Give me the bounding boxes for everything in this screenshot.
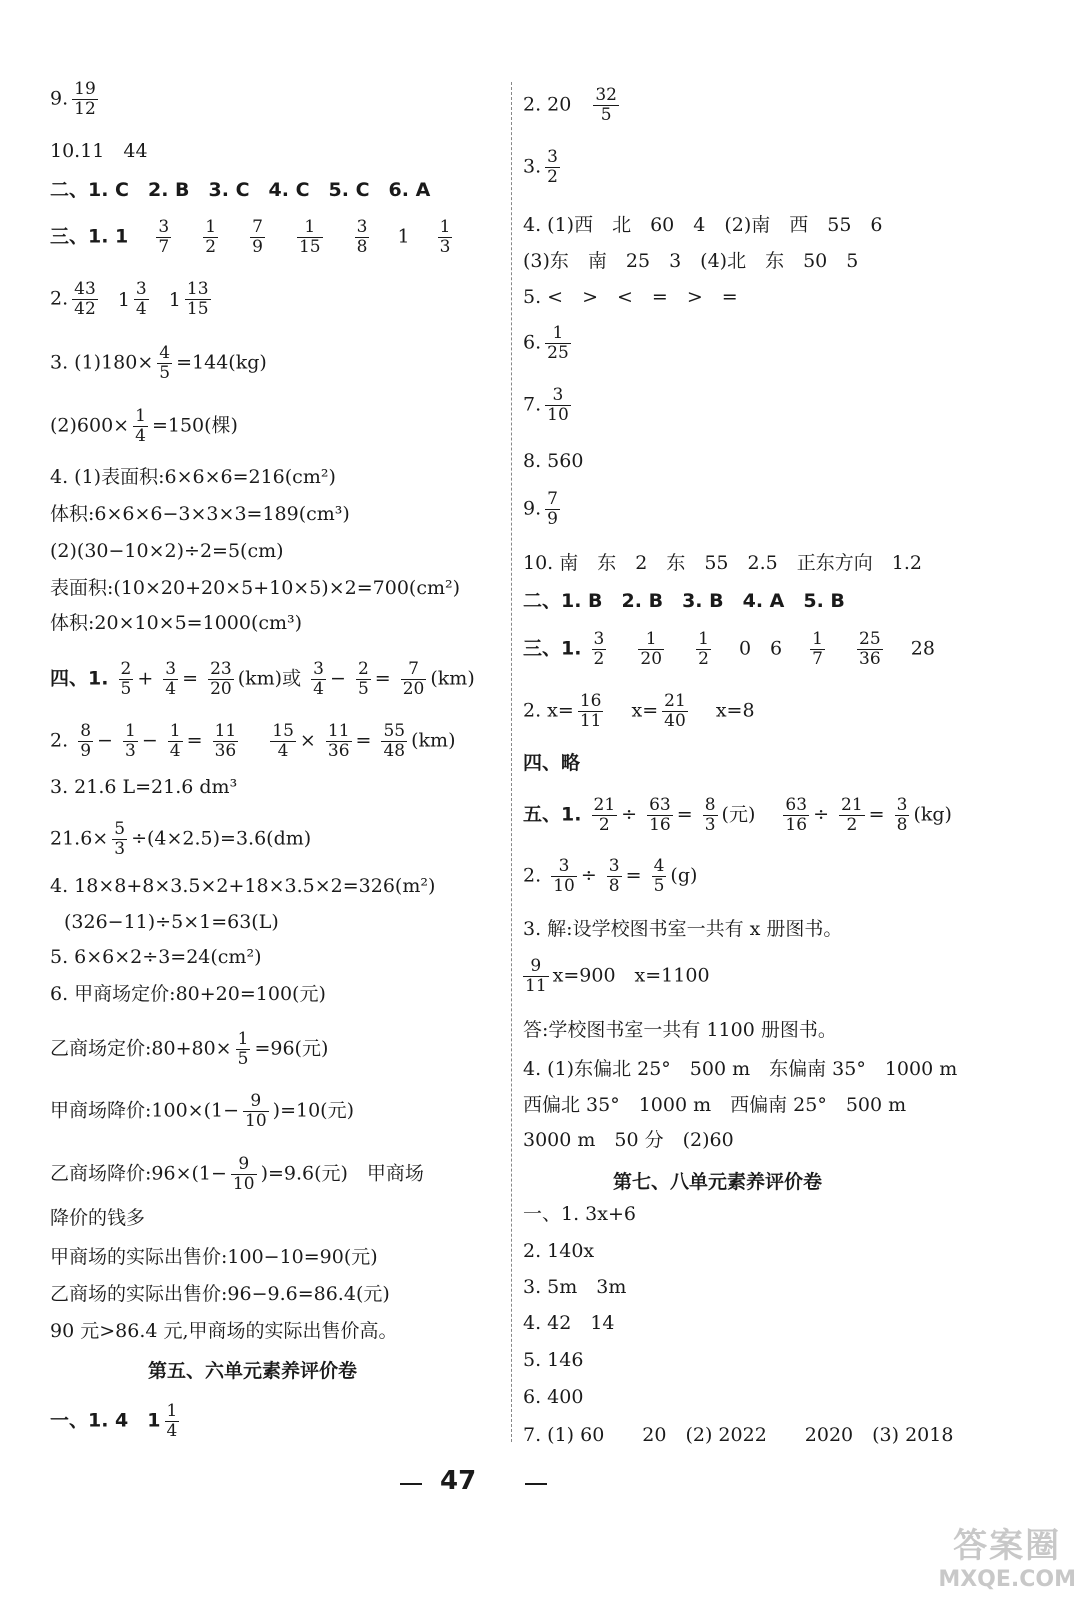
answer-line: 3. 21.6 L=21.6 dm³ bbox=[50, 776, 238, 798]
answer-line: 表面积:(10×20+20×5+10×5)×2=700(cm²) bbox=[50, 577, 461, 599]
answer-line: $\frac{9}{11}$ x=900 x=1100 bbox=[525, 956, 710, 996]
answer-line: (3)东 南 25 3 (4)北 东 50 5 bbox=[523, 250, 859, 272]
answer-line: (2)(30−10×2)÷2=5(cm) bbox=[50, 540, 284, 562]
answer-line: 2. $\frac{8}{9}$ − $\frac{1}{3}$ − $\frac{1}{4}$ = $\frac{11}{36}$ $\frac{15}{4}$ × $\frac{11}{36}$ = $\frac{55}{48}$ (km) bbox=[50, 721, 456, 761]
item-number: 9. bbox=[50, 87, 69, 110]
answer-line: 6. 400 bbox=[523, 1386, 584, 1408]
page-number: 47 bbox=[440, 1466, 477, 1496]
answer-line: 3. 5m 3m bbox=[523, 1276, 627, 1298]
answer-line: 3. 解:设学校图书室一共有 x 册图书。 bbox=[523, 918, 843, 940]
section-two-answers: 二、1. C 2. B 3. C 4. C 5. C 6. A bbox=[50, 179, 431, 201]
answer-line: 5. < > < = > = bbox=[523, 286, 738, 308]
answer-line: 西偏北 35° 1000 m 西偏南 25° 500 m bbox=[523, 1094, 907, 1116]
answer-line: 一、1. 4 1 $\frac{1}{4}$ bbox=[50, 1401, 178, 1441]
answer-line: 一、1. 3x+6 bbox=[523, 1203, 636, 1225]
answer-line: 4. (1)西 北 60 4 (2)南 西 55 6 bbox=[523, 214, 883, 236]
answer-line: 2. 140x bbox=[523, 1240, 595, 1262]
section-heading: 第五、六单元素养评价卷 bbox=[148, 1360, 358, 1382]
answer-line: 10.11 44 bbox=[50, 140, 148, 162]
answer-line: 体积:20×10×5=1000(cm³) bbox=[50, 612, 303, 634]
answer-line: (2)600× $\frac{1}{4}$ =150(棵) bbox=[50, 406, 238, 446]
answer-line: 2. 20 $\frac{32}{5}$ bbox=[523, 85, 617, 125]
answer-line: 10. 南 东 2 东 55 2.5 正东方向 1.2 bbox=[523, 552, 922, 574]
section-heading: 第七、八单元素养评价卷 bbox=[613, 1171, 823, 1193]
answer-line: 4. 18×8+8×3.5×2+18×3.5×2=326(m²) bbox=[50, 875, 436, 897]
section-two-answers: 二、1. B 2. B 3. B 4. A 5. B bbox=[523, 590, 845, 612]
answer-line: 8. 560 bbox=[523, 450, 584, 472]
answer-line: 4. (1)表面积:6×6×6=216(cm²) bbox=[50, 466, 336, 488]
answer-line: 3. (1)180× $\frac{4}{5}$ =144(kg) bbox=[50, 343, 267, 383]
answer-line: 四、1. $\frac{2}{5}$ + $\frac{3}{4}$ = $\frac{23}{20}$ (km)或 $\frac{3}{4}$ − $\frac{2}{5}$ = $\frac{7}{20}$ (km) bbox=[50, 659, 475, 699]
answer-line: 2. $\frac{3}{10}$ ÷ $\frac{3}{8}$ = $\frac{4}{5}$ (g) bbox=[523, 856, 698, 896]
answer-line: 乙商场定价:80+80× $\frac{1}{5}$ =96(元) bbox=[50, 1029, 329, 1069]
answer-line: 答:学校图书室一共有 1100 册图书。 bbox=[523, 1019, 837, 1041]
answer-line bbox=[50, 80, 102, 119]
answer-line: 体积:6×6×6−3×3×3=189(cm³) bbox=[50, 503, 350, 525]
answer-line: 6. 甲商场定价:80+20=100(元) bbox=[50, 983, 326, 1005]
answer-line: 2. $\frac{43}{42}$ 1 $\frac{3}{4}$ 1 $\frac{13}{15}$ bbox=[50, 279, 209, 319]
answer-line: (326−11)÷5×1=63(L) bbox=[64, 911, 279, 933]
answer-line: 甲商场的实际出售价:100−10=90(元) bbox=[50, 1246, 378, 1268]
answer-line: 三、1. $\frac{3}{2}$ $\frac{1}{20}$ $\frac{1}{2}$ 0 6 $\frac{1}{7}$ $\frac{25}{36}$ 28 bbox=[523, 629, 935, 669]
answer-line: 7. (1) 60 20 (2) 2022 2020 (3) 2018 bbox=[523, 1424, 954, 1446]
page-number-dash-left bbox=[400, 1483, 422, 1485]
answer-line: 乙商场的实际出售价:96−9.6=86.4(元) bbox=[50, 1283, 390, 1305]
section-four-answer: 四、略 bbox=[523, 752, 581, 774]
page-number-dash-right bbox=[525, 1483, 547, 1485]
answer-line: 五、1. $\frac{21}{2}$ ÷ $\frac{63}{16}$ = $\frac{8}{3}$ (元) $\frac{63}{16}$ ÷ $\frac{21}{2}$ = $\frac{3}{8}$ (kg) bbox=[523, 795, 952, 835]
answer-line: 降价的钱多 bbox=[50, 1207, 146, 1229]
answer-line: 90 元>86.4 元,甲商场的实际出售价高。 bbox=[50, 1320, 398, 1342]
answer-line: 乙商场降价:96×(1− $\frac{9}{10}$ )=9.6(元) 甲商场 bbox=[50, 1154, 424, 1194]
answer-line: 21.6× $\frac{5}{3}$ ÷(4×2.5)=3.6(dm) bbox=[50, 819, 312, 859]
answer-line: 4. (1)东偏北 25° 500 m 东偏南 35° 1000 m bbox=[523, 1058, 958, 1080]
answer-line: 6. $\frac{1}{25}$ bbox=[523, 323, 569, 363]
answer-line: 5. 6×6×2÷3=24(cm²) bbox=[50, 946, 262, 968]
answer-line: 三、1. 1 $\frac{3}{7}$ $\frac{1}{2}$ $\frac{7}{9}$ $\frac{1}{15}$ $\frac{3}{8}$ 1 $\frac{1}{3}$ bbox=[50, 217, 451, 257]
answer-line: 9. $\frac{7}{9}$ bbox=[523, 489, 558, 529]
answer-line: 7. $\frac{3}{10}$ bbox=[523, 385, 569, 425]
fraction: $\frac{19}{12}$ bbox=[74, 79, 96, 119]
answer-line: 3000 m 50 分 (2)60 bbox=[523, 1129, 734, 1151]
answer-line: 2. x= $\frac{16}{11}$ x= $\frac{21}{40}$ x=8 bbox=[523, 691, 755, 731]
answer-line: 甲商场降价:100×(1− $\frac{9}{10}$ )=10(元) bbox=[50, 1091, 354, 1131]
answer-line: 3. $\frac{3}{2}$ bbox=[523, 147, 558, 187]
watermark-logo: 答案圈 MXQE.COM bbox=[938, 1526, 1076, 1592]
column-divider bbox=[511, 82, 512, 1442]
answer-line: 4. 42 14 bbox=[523, 1312, 615, 1334]
answer-line: 5. 146 bbox=[523, 1349, 584, 1371]
